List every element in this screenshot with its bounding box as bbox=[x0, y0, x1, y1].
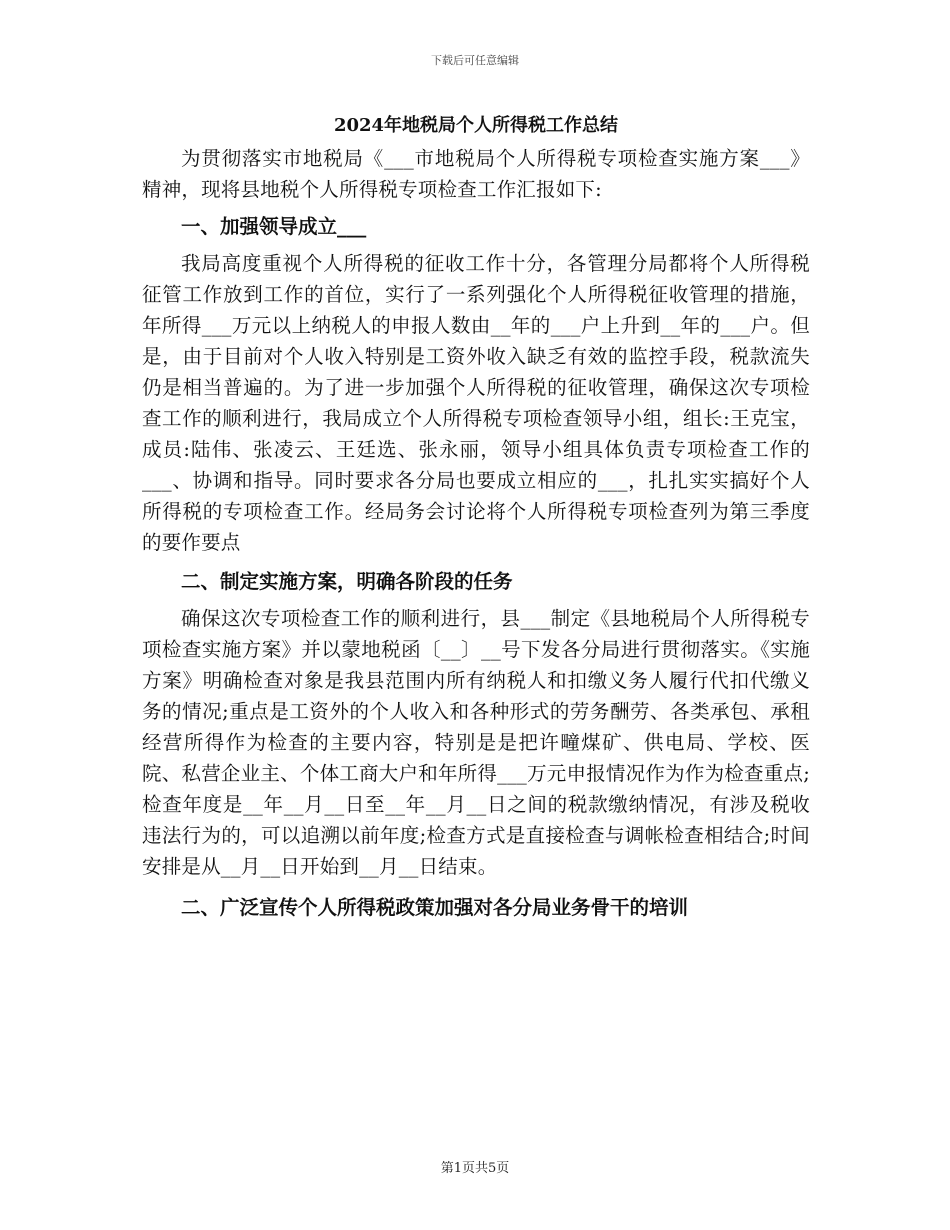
intro-paragraph: 为贯彻落实市地税局《___市地税局个人所得税专项检查实施方案___》精神，现将县地税个人所得税专项检查工作汇报如下: bbox=[142, 147, 810, 201]
section-1-body: 我局高度重视个人所得税的征收工作十分，各管理分局都将个人所得税征管工作放到工作的首位，实行了一系列强化个人所得税征收管理的措施，年所得___万元以上纳税人的申报人数由__年的___户上升到__年的___户。但是，由于目前对个人收入特别是工资外收入缺乏有效的监控手段，税款流失仍是相当普遍的。为了进一步加强个人所得税的征收管理，确保这次专项检查工作的顺利进行，我局成立个人所得税专项检查领导小组，组长:王克宝，成员:陆伟、张凌云、王廷选、张永丽，领导小组具体负责专项检查工作的___、协调和指导。同时要求各分局也要成立相应的___，扎扎实实搞好个人所得税的专项检查工作。经局务会讨论将个人所得税专项检查列为第三季度的要作要点 bbox=[142, 252, 810, 554]
section-2-body: 确保这次专项检查工作的顺利进行，县___制定《县地税局个人所得税专项检查实施方案》并以蒙地税函〔__〕__号下发各分局进行贯彻落实。《实施方案》明确检查对象是我县范围内所有纳税人和扣缴义务人履行代扣代缴义务的情况;重点是工资外的个人收入和各种形式的劳务酬劳、各类承包、承租经营所得作为检查的主要内容，特别是是把许疃煤矿、供电局、学校、医院、私营企业主、个体工商大户和年所得___万元申报情况作为作为检查重点;检查年度是__年__月__日至__年__月__日之间的税款缴纳情况，有涉及税收违法行为的，可以追溯以前年度;检查方式是直接检查与调帐检查相结合;时间安排是从__月__日开始到__月__日结束。 bbox=[142, 607, 810, 878]
section-3-heading: 二、广泛宣传个人所得税政策加强对各分局业务骨干的培训 bbox=[181, 896, 689, 919]
section-1-heading: 一、加强领导成立___ bbox=[181, 215, 367, 238]
document-body bbox=[142, 109, 810, 923]
page-footer: 第1页共5页 bbox=[440, 1161, 510, 1176]
section-2-heading: 二、制定实施方案，明确各阶段的任务 bbox=[181, 570, 513, 593]
document-title: 2024年地税局个人所得税工作总结 bbox=[333, 115, 619, 136]
page-header: 下载后可任意编辑 bbox=[431, 54, 519, 67]
